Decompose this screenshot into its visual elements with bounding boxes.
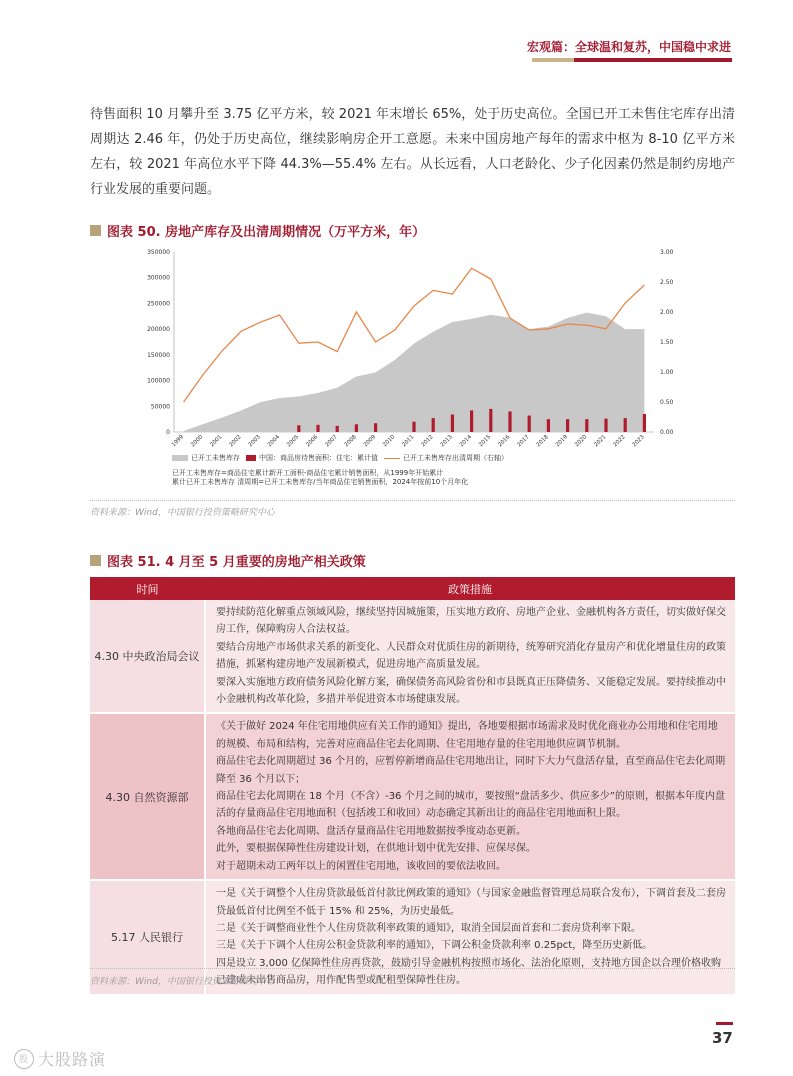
- bar-unsold-area: [412, 422, 415, 432]
- measure-line: 各地商品住宅去化周期、盘活存量商品住宅用地数据按季度动态更新。: [216, 825, 526, 837]
- legend-area: 已开工未售库存: [172, 453, 240, 463]
- x-tick-label: 2010: [382, 434, 397, 449]
- figure-marker-icon: [90, 555, 101, 566]
- y-left-tick-label: 200000: [147, 326, 170, 334]
- bar-unsold-area: [336, 426, 339, 432]
- area-series-inventory: [184, 313, 645, 432]
- x-tick-label: 2002: [228, 434, 243, 449]
- x-tick-label: 2006: [305, 434, 320, 449]
- chart-note: 已开工未售库存=商品住宅累计新开工面积-商品住宅累计销售面积，从1999年开始累计: [172, 469, 444, 477]
- bar-unsold-area: [432, 418, 435, 432]
- x-tick-label: 2007: [324, 434, 339, 449]
- measure-line: 此外，要根据保障性住房建设计划，在供地计划中优先安排、应保尽保。: [216, 843, 536, 855]
- table-row: [90, 600, 735, 713]
- page-number: 37: [712, 1029, 733, 1047]
- chart-notes: [172, 469, 468, 487]
- measure-line: 《关于做好 2024 年住宅用地供应有关工作的通知》提出，各地要根据市场需求及时优化商业办公用地和住宅用地的规模、布局和结构，完善对应商品住宅去化周期、住宅用地存量的住宅用地供应调节机制。: [216, 721, 718, 750]
- bar-unsold-area: [489, 409, 492, 432]
- y-right-tick-label: 1.50: [660, 339, 674, 346]
- figure-51-title: 图表 51. 4 月至 5 月重要的房地产相关政策: [90, 551, 366, 570]
- bar-unsold-area: [585, 419, 588, 432]
- bar-unsold-area: [470, 410, 473, 432]
- measure-line: 一是《关于调整个人住房贷款最低首付款比例政策的通知》（与国家金融监督管理总局联合发布），下调首套及二套房贷最低首付比例至不低于 15% 和 25%，为历史最低。: [216, 888, 726, 917]
- y-left-tick-label: 350000: [147, 249, 170, 256]
- x-tick-label: 2011: [401, 434, 416, 449]
- col-header-time: 时间: [90, 577, 205, 600]
- table-row: [90, 713, 735, 880]
- page-number-accent: [716, 1022, 733, 1025]
- chart-legend: [172, 453, 508, 463]
- watermark-logo-icon: 股: [14, 1049, 34, 1069]
- x-tick-label: 2023: [631, 434, 646, 449]
- bar-unsold-area: [297, 425, 300, 432]
- measure-line: 要深入实施地方政府债务风险化解方案，确保债务高风险省份和市县既真正压降债务、又能稳定发展。要持续推动中小金融机构改革化险，多措并举促进资本市场健康发展。: [216, 676, 726, 706]
- legend-bar: 中国：商品房待售面积：住宅：累计值: [246, 453, 378, 463]
- row-measure: [205, 600, 735, 713]
- measure-line: 要持续防范化解重点领域风险，继续坚持因城施策，压实地方政府、房地产企业、金融机构各方责任，切实做好保交房工作，保障购房人合法权益。: [216, 607, 726, 636]
- figure-50-title: 图表 50. 房地产库存及出清周期情况（万平方米，年）: [90, 221, 425, 240]
- y-left-tick-label: 150000: [147, 351, 170, 359]
- header-accent-gold: [532, 58, 574, 62]
- y-right-tick-label: 3.00: [660, 249, 674, 256]
- divider: [90, 968, 735, 969]
- x-tick-label: 2008: [343, 434, 358, 449]
- x-tick-label: 2015: [478, 434, 493, 449]
- y-right-tick-label: 0.00: [660, 429, 674, 436]
- y-right-tick-label: 2.00: [660, 309, 674, 316]
- measure-line: 四是设立 3,000 亿保障性住房再贷款，鼓励引导金融机构按照市场化、法治化原则，支持地方国企以合理价格收购已建成未出售商品房，用作配售型或配租型保障性住房。: [216, 957, 721, 987]
- header-accent-red: [574, 58, 732, 62]
- bar-unsold-area: [374, 423, 377, 432]
- figure-51-source: 资料来源：Wind，中国银行投资策略研究中心: [90, 977, 275, 987]
- col-header-measure: 政策措施: [205, 577, 735, 600]
- bar-unsold-area: [547, 419, 550, 432]
- x-tick-label: 2000: [190, 434, 205, 449]
- measure-line: 商品住宅去化周期超过 36 个月的，应暂停新增商品住宅用地出让，同时下大力气盘活存量，直至商品住宅去化周期降至 36 个月以下；: [216, 756, 726, 785]
- x-tick-label: 2021: [593, 434, 608, 449]
- row-measure: [205, 880, 735, 994]
- x-tick-label: 2018: [535, 434, 550, 449]
- body-paragraph: 待售面积 10 月攀升至 3.75 亿平方米，较 2021 年末增长 65%，处于历史高位。全国已开工未售住宅库存出清周期达 2.46 年，仍处于历史高位，继续影响房企开工意愿。未来中国房地产每年的需求中枢为 8-10 亿平方米左右，较 2021 年高位水平下降 44.3%—55.4% 左右。从长远看，人口老龄化、少子化因素仍然是制约房地产行业发展的重要问题。: [90, 107, 735, 197]
- x-tick-label: 2016: [497, 434, 512, 449]
- bar-unsold-area: [508, 411, 511, 432]
- inventory-chart: [140, 242, 680, 452]
- x-tick-label: 2003: [247, 434, 262, 449]
- bar-unsold-area: [624, 418, 627, 432]
- legend-line: 已开工未售库存出清周期（右轴）: [384, 453, 508, 463]
- bar-unsold-area: [643, 414, 646, 432]
- bar-unsold-area: [566, 419, 569, 432]
- figure-50-source: 资料来源：Wind，中国银行投资策略研究中心: [90, 508, 275, 518]
- bar-unsold-area: [451, 415, 454, 432]
- bar-unsold-area: [604, 419, 607, 432]
- x-tick-label: 2020: [574, 434, 589, 449]
- figure-marker-icon: [90, 225, 101, 236]
- bar-unsold-area: [355, 424, 358, 432]
- measure-line: 商品住宅去化周期在 18 个月（不含）-36 个月之间的城市，要按照“盘活多少、供应多少”的原则，根据本年度内盘活的存量商品住宅用地面积（包括竣工和收回）动态确定其新出让的商品住宅用地面积上限。: [216, 791, 725, 820]
- watermark: 股 大股路演: [14, 1047, 106, 1070]
- measure-line: 三是《关于下调个人住房公积金贷款利率的通知》，下调公积金贷款利率 0.25pct，降至历史新低。: [216, 940, 653, 952]
- x-tick-label: 2014: [458, 434, 474, 449]
- measure-line: 要结合房地产市场供求关系的新变化、人民群众对优质住房的新期待，统筹研究消化存量房产和优化增量住房的政策措施，抓紧构建房地产发展新模式，促进房地产高质量发展。: [216, 641, 726, 671]
- y-left-tick-label: 50000: [150, 403, 170, 411]
- section-title: 宏观篇：全球温和复苏，中国稳中求进: [526, 40, 731, 54]
- bar-unsold-area: [528, 416, 531, 432]
- x-tick-label: 2019: [554, 434, 570, 449]
- row-time: 5.17 人民银行: [90, 880, 205, 994]
- page-header: [0, 0, 793, 70]
- bar-unsold-area: [316, 425, 319, 432]
- x-tick-label: 2001: [209, 434, 224, 449]
- y-left-tick-label: 300000: [147, 274, 170, 282]
- x-tick-label: 2012: [420, 434, 435, 449]
- chart-note: 累计已开工未售库存 清周期=已开工未售库存/当年商品住宅销售面积，2024年按前10个月年化: [172, 478, 469, 486]
- measure-line: 对于超期未动工两年以上的闲置住宅用地，该收回的要依法收回。: [216, 860, 506, 872]
- x-tick-label: 2005: [286, 434, 301, 449]
- policy-table: [90, 577, 735, 996]
- x-tick-label: 2004: [266, 434, 282, 449]
- x-tick-label: 2022: [612, 434, 627, 449]
- y-right-tick-label: 1.00: [660, 369, 674, 376]
- y-left-tick-label: 0: [166, 429, 170, 436]
- y-right-tick-label: 0.50: [660, 399, 674, 406]
- row-time: 4.30 中央政治局会议: [90, 600, 205, 713]
- x-tick-label: 2013: [439, 434, 454, 449]
- divider: [90, 500, 735, 501]
- x-tick-label: 2009: [362, 434, 378, 449]
- y-left-tick-label: 250000: [147, 300, 170, 308]
- row-measure: [205, 713, 735, 880]
- x-tick-label: 1999: [170, 434, 186, 449]
- measure-line: 二是《关于调整商业性个人住房贷款利率政策的通知》，取消全国层面首套和二套房贷利率下限。: [216, 922, 641, 934]
- row-time: 4.30 自然资源部: [90, 713, 205, 880]
- y-left-tick-label: 100000: [147, 377, 170, 385]
- x-tick-label: 2017: [516, 434, 531, 449]
- y-right-tick-label: 2.50: [660, 279, 674, 286]
